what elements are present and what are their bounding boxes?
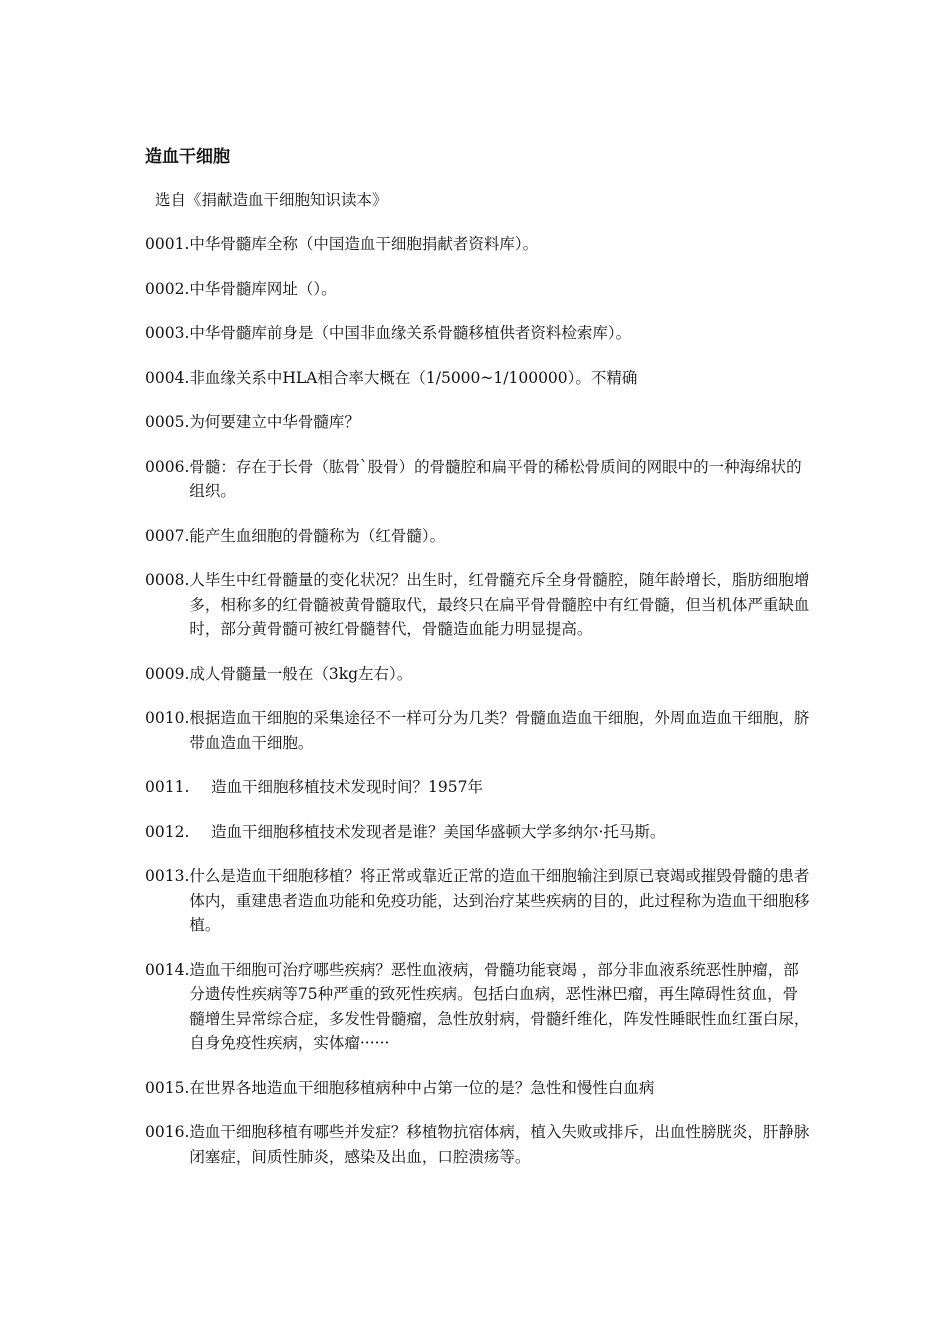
item-text: 什么是造血干细胞移植？将正常或靠近正常的造血干细胞输注到原已衰竭或摧毁骨髓的患者体内，重建患者造血功能和免疫功能，达到治疗某些疾病的目的，此过程称为造血干细胞移植。 — [189, 867, 810, 934]
list-item — [145, 455, 810, 504]
item-number: 0012. — [145, 822, 190, 841]
item-number: 0003. — [145, 324, 190, 342]
list-item — [145, 1120, 810, 1169]
list-item — [145, 568, 810, 642]
list-item — [145, 321, 810, 346]
item-text: 造血干细胞可治疗哪些疾病？恶性血液病，骨髓功能衰竭 ，部分非血液系统恶性肿瘤，部分遗传性疾病等75种严重的致死性疾病。包括白血病，恶性淋巴瘤，再生障碍性贫血，骨髓增生异常综合症，多发性骨髓瘤，急性放射病，骨髓纤维化，阵发性睡眠性血红蛋白尿，自身免疫性疾病，实体瘤······ — [189, 960, 810, 1052]
list-item — [145, 820, 810, 845]
item-text: 人毕生中红骨髓量的变化状况？出生时，红骨髓充斥全身骨髓腔，随年龄增长，脂肪细胞增多，相称多的红骨髓被黄骨髓取代，最终只在扁平骨骨髓腔中有红骨髓，但当机体严重缺血时，部分黄骨髓可被红骨髓替代，骨髓造血能力明显提高。 — [189, 571, 810, 638]
list-item — [145, 524, 810, 549]
item-number: 0008. — [145, 571, 190, 589]
item-text: 骨髓：存在于长骨（肱骨`股骨）的骨髓腔和扁平骨的稀松骨质间的网眼中的一种海绵状的组织。 — [189, 457, 802, 500]
list-item — [145, 662, 810, 687]
list-item — [145, 366, 810, 391]
list-item — [145, 958, 810, 1056]
item-number: 0015. — [145, 1078, 190, 1097]
item-text: 为何要建立中华骨髓库？ — [189, 413, 360, 431]
item-number: 0006. — [145, 457, 190, 476]
item-number: 0014. — [145, 960, 190, 979]
item-number: 0004. — [145, 368, 190, 387]
document-title: 造血干细胞 — [145, 147, 230, 167]
item-number: 0009. — [145, 664, 190, 683]
item-number: 0016. — [145, 1123, 190, 1141]
item-number: 0013. — [145, 867, 190, 885]
list-item — [145, 232, 810, 257]
item-text: 中华骨髓库全称（中国造血干细胞捐献者资料库）。 — [189, 235, 539, 253]
item-number: 0007. — [145, 526, 190, 545]
item-text: 能产生血细胞的骨髓称为（红骨髓）。 — [189, 526, 446, 545]
item-text: 造血干细胞移植技术发现时间？1957年 — [211, 778, 483, 796]
list-item — [145, 277, 810, 302]
item-number: 0002. — [145, 279, 190, 298]
item-text: 非血缘关系中HLA相合率大概在（1/5000~1/100000）。不精确 — [189, 368, 638, 387]
item-number: 0001. — [145, 235, 190, 253]
item-number: 0011. — [145, 778, 190, 796]
item-text: 造血干细胞移植有哪些并发症？移植物抗宿体病，植入失败或排斥，出血性膀胱炎，肝静脉闭塞症，间质性肺炎，感染及出血，口腔溃疡等。 — [189, 1123, 810, 1166]
list-item — [145, 864, 810, 938]
list-item — [145, 410, 810, 435]
item-text: 造血干细胞移植技术发现者是谁？美国华盛顿大学多纳尔·托马斯。 — [211, 822, 666, 841]
item-text: 中华骨髓库前身是（中国非血缘关系骨髓移植供者资料检索库）。 — [189, 324, 632, 342]
item-number: 0010. — [145, 709, 190, 727]
document-subtitle: 选自《捐献造血干细胞知识读本》 — [155, 191, 388, 209]
list-item — [145, 1076, 810, 1101]
item-text: 成人骨髓量一般在（3kg左右）。 — [189, 664, 413, 683]
list-item — [145, 775, 810, 800]
qa-list — [145, 232, 810, 1189]
item-text: 在世界各地造血干细胞移植病种中占第一位的是？急性和慢性白血病 — [189, 1078, 655, 1097]
list-item — [145, 706, 810, 755]
item-text: 根据造血干细胞的采集途径不一样可分为几类？骨髓血造血干细胞，外周血造血干细胞，脐带血造血干细胞。 — [189, 709, 810, 752]
item-number: 0005. — [145, 413, 190, 431]
item-text: 中华骨髓库网址（）。 — [189, 279, 337, 298]
